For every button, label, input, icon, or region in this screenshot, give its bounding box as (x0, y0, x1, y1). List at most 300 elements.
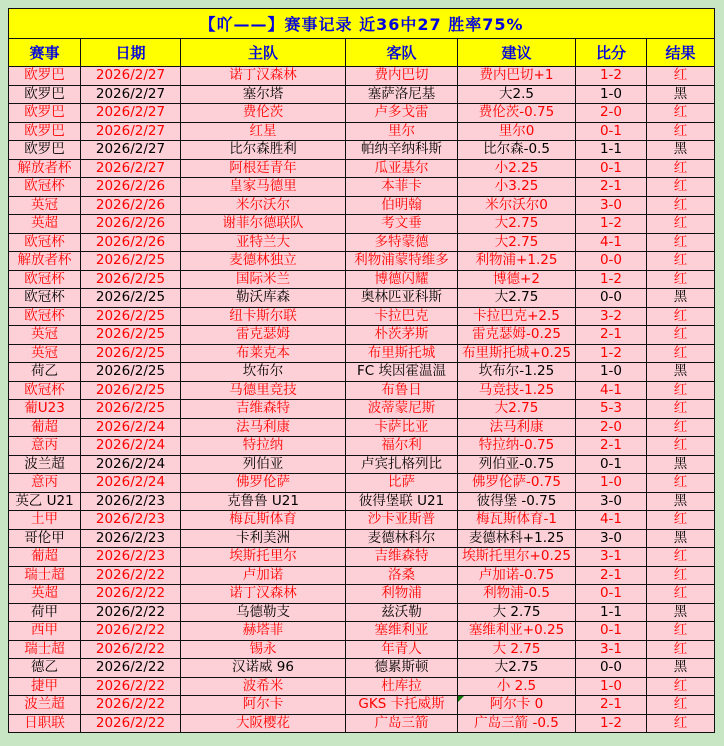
score-cell[interactable]: 0-1 (576, 159, 647, 178)
column-header-result[interactable]: 结果 (647, 39, 715, 67)
away-team-cell[interactable]: 年青人 (346, 640, 458, 659)
away-team-cell[interactable]: 瓜亚基尔 (346, 159, 458, 178)
home-team-cell[interactable]: 勒沃库森 (181, 289, 346, 308)
record-row (9, 696, 715, 715)
league-cell[interactable]: 葡U23 (9, 400, 81, 419)
date-cell[interactable]: 2026/2/24 (81, 455, 181, 474)
record-row (9, 270, 715, 289)
tip-cell[interactable]: 小 2.5 (458, 677, 576, 696)
home-team-cell[interactable]: 米尔沃尔 (181, 196, 346, 215)
date-cell[interactable]: 2026/2/25 (81, 363, 181, 382)
away-team-cell[interactable]: 本菲卡 (346, 178, 458, 197)
score-cell[interactable]: 4-1 (576, 511, 647, 530)
away-team-cell[interactable]: 考文垂 (346, 215, 458, 234)
away-team-cell[interactable]: 帕纳辛纳科斯 (346, 141, 458, 160)
date-cell[interactable]: 2026/2/25 (81, 252, 181, 271)
league-cell[interactable]: 土甲 (9, 511, 81, 530)
column-header-home[interactable]: 主队 (181, 39, 346, 67)
record-row (9, 326, 715, 345)
tip-cell[interactable]: 阿尔卡 0 (458, 696, 576, 715)
tip-cell[interactable]: 大2.75 (458, 233, 576, 252)
away-team-cell[interactable]: 沙卡亚斯普 (346, 511, 458, 530)
tip-cell[interactable]: 法马利康 (458, 418, 576, 437)
result-cell[interactable]: 红 (647, 400, 715, 419)
score-cell[interactable]: 2-0 (576, 104, 647, 123)
league-cell[interactable]: 欧冠杯 (9, 289, 81, 308)
date-cell[interactable]: 2026/2/22 (81, 696, 181, 715)
date-cell[interactable]: 2026/2/24 (81, 474, 181, 493)
result-cell[interactable]: 黑 (647, 141, 715, 160)
league-cell[interactable]: 欧罗巴 (9, 85, 81, 104)
away-team-cell[interactable]: 费内巴切 (346, 67, 458, 86)
records-body (9, 67, 715, 733)
league-cell[interactable]: 意丙 (9, 437, 81, 456)
league-cell[interactable]: 欧罗巴 (9, 122, 81, 141)
league-cell[interactable]: 英超 (9, 215, 81, 234)
date-cell[interactable]: 2026/2/22 (81, 714, 181, 733)
away-team-cell[interactable]: 吉维森特 (346, 548, 458, 567)
tip-cell[interactable]: 里尔0 (458, 122, 576, 141)
date-cell[interactable]: 2026/2/22 (81, 566, 181, 585)
record-row (9, 548, 715, 567)
column-header-league[interactable]: 赛事 (9, 39, 81, 67)
league-cell[interactable]: 波兰超 (9, 455, 81, 474)
league-cell[interactable]: 英乙 U21 (9, 492, 81, 511)
league-cell[interactable]: 瑞士超 (9, 640, 81, 659)
result-cell[interactable]: 红 (647, 122, 715, 141)
result-cell[interactable]: 黑 (647, 85, 715, 104)
date-cell[interactable]: 2026/2/27 (81, 122, 181, 141)
score-cell[interactable]: 2-1 (576, 696, 647, 715)
score-cell[interactable]: 1-1 (576, 603, 647, 622)
result-cell[interactable]: 红 (647, 511, 715, 530)
away-team-cell[interactable]: 塞萨洛尼基 (346, 85, 458, 104)
away-team-cell[interactable]: 奥林匹亚科斯 (346, 289, 458, 308)
tip-cell[interactable]: 大2.75 (458, 289, 576, 308)
away-team-cell[interactable]: 洛桑 (346, 566, 458, 585)
record-row (9, 104, 715, 123)
date-cell[interactable]: 2026/2/25 (81, 307, 181, 326)
home-team-cell[interactable]: 阿根廷青年 (181, 159, 346, 178)
score-cell[interactable]: 0-0 (576, 289, 647, 308)
result-cell[interactable]: 红 (647, 640, 715, 659)
away-team-cell[interactable]: 博德闪耀 (346, 270, 458, 289)
record-row (9, 640, 715, 659)
league-cell[interactable]: 葡超 (9, 418, 81, 437)
record-row (9, 418, 715, 437)
league-cell[interactable]: 德乙 (9, 659, 81, 678)
league-cell[interactable]: 波兰超 (9, 696, 81, 715)
league-cell[interactable]: 捷甲 (9, 677, 81, 696)
away-team-cell[interactable]: 比萨 (346, 474, 458, 493)
date-cell[interactable]: 2026/2/25 (81, 381, 181, 400)
score-cell[interactable]: 1-0 (576, 85, 647, 104)
record-row (9, 196, 715, 215)
league-cell[interactable]: 欧罗巴 (9, 67, 81, 86)
result-cell[interactable]: 红 (647, 270, 715, 289)
result-cell[interactable]: 红 (647, 418, 715, 437)
tip-cell[interactable]: 彼得堡 -0.75 (458, 492, 576, 511)
score-cell[interactable]: 3-0 (576, 529, 647, 548)
tip-cell[interactable]: 卡拉巴克+2.5 (458, 307, 576, 326)
score-cell[interactable]: 2-1 (576, 566, 647, 585)
records-table (8, 8, 715, 733)
result-cell[interactable]: 红 (647, 714, 715, 733)
tip-cell[interactable]: 塞维利亚+0.25 (458, 622, 576, 641)
record-row (9, 603, 715, 622)
away-team-cell[interactable]: 波蒂蒙尼斯 (346, 400, 458, 419)
tip-cell[interactable]: 比尔森-0.5 (458, 141, 576, 160)
home-team-cell[interactable]: 雷克瑟姆 (181, 326, 346, 345)
home-team-cell[interactable]: 塞尔塔 (181, 85, 346, 104)
tip-cell[interactable]: 卢加诺-0.75 (458, 566, 576, 585)
league-cell[interactable]: 英冠 (9, 196, 81, 215)
home-team-cell[interactable]: 特拉纳 (181, 437, 346, 456)
away-team-cell[interactable]: 利物浦 (346, 585, 458, 604)
result-cell[interactable]: 红 (647, 233, 715, 252)
league-cell[interactable]: 瑞士超 (9, 566, 81, 585)
result-cell[interactable]: 黑 (647, 603, 715, 622)
league-cell[interactable]: 欧罗巴 (9, 104, 81, 123)
score-cell[interactable]: 1-0 (576, 677, 647, 696)
date-cell[interactable]: 2026/2/22 (81, 640, 181, 659)
result-cell[interactable]: 黑 (647, 289, 715, 308)
date-cell[interactable]: 2026/2/27 (81, 141, 181, 160)
result-cell[interactable]: 红 (647, 622, 715, 641)
away-team-cell[interactable]: 卢宾扎格列比 (346, 455, 458, 474)
date-cell[interactable]: 2026/2/22 (81, 603, 181, 622)
tip-cell[interactable]: 大2.75 (458, 659, 576, 678)
record-row (9, 159, 715, 178)
date-cell[interactable]: 2026/2/24 (81, 437, 181, 456)
league-cell[interactable]: 欧冠杯 (9, 178, 81, 197)
record-row (9, 122, 715, 141)
result-cell[interactable]: 红 (647, 566, 715, 585)
home-team-cell[interactable]: 马德里竞技 (181, 381, 346, 400)
tip-cell[interactable]: 小2.25 (458, 159, 576, 178)
away-team-cell[interactable]: 广岛三箭 (346, 714, 458, 733)
home-team-cell[interactable]: 比尔森胜利 (181, 141, 346, 160)
record-row (9, 677, 715, 696)
result-cell[interactable]: 红 (647, 252, 715, 271)
result-cell[interactable]: 红 (647, 381, 715, 400)
date-cell[interactable]: 2026/2/27 (81, 85, 181, 104)
result-cell[interactable]: 红 (647, 585, 715, 604)
date-cell[interactable]: 2026/2/22 (81, 585, 181, 604)
league-cell[interactable]: 欧冠杯 (9, 307, 81, 326)
score-cell[interactable]: 1-2 (576, 714, 647, 733)
result-cell[interactable]: 黑 (647, 455, 715, 474)
league-cell[interactable]: 英超 (9, 585, 81, 604)
result-cell[interactable]: 红 (647, 196, 715, 215)
league-cell[interactable]: 英冠 (9, 344, 81, 363)
record-row (9, 585, 715, 604)
score-cell[interactable]: 4-1 (576, 381, 647, 400)
tip-cell[interactable]: 特拉纳-0.75 (458, 437, 576, 456)
away-team-cell[interactable]: 多特蒙德 (346, 233, 458, 252)
tip-cell[interactable]: 广岛三箭 -0.5 (458, 714, 576, 733)
column-header-score[interactable]: 比分 (576, 39, 647, 67)
record-row (9, 178, 715, 197)
result-cell[interactable]: 红 (647, 677, 715, 696)
result-cell[interactable]: 红 (647, 104, 715, 123)
away-team-cell[interactable]: GKS 卡托威斯 (346, 696, 458, 715)
tip-cell[interactable]: 麦德林科+1.25 (458, 529, 576, 548)
home-team-cell[interactable]: 布莱克本 (181, 344, 346, 363)
tip-cell[interactable]: 博德+2 (458, 270, 576, 289)
league-cell[interactable]: 意丙 (9, 474, 81, 493)
record-row (9, 529, 715, 548)
date-cell[interactable]: 2026/2/23 (81, 492, 181, 511)
home-team-cell[interactable]: 费伦茨 (181, 104, 346, 123)
home-team-cell[interactable]: 卢加诺 (181, 566, 346, 585)
score-cell[interactable]: 5-3 (576, 400, 647, 419)
away-team-cell[interactable]: 里尔 (346, 122, 458, 141)
result-cell[interactable]: 红 (647, 159, 715, 178)
date-cell[interactable]: 2026/2/22 (81, 622, 181, 641)
column-header-date[interactable]: 日期 (81, 39, 181, 67)
league-cell[interactable]: 哥伦甲 (9, 529, 81, 548)
result-cell[interactable]: 黑 (647, 492, 715, 511)
home-team-cell[interactable]: 谢菲尔德联队 (181, 215, 346, 234)
league-cell[interactable]: 葡超 (9, 548, 81, 567)
column-header-away[interactable]: 客队 (346, 39, 458, 67)
score-cell[interactable]: 0-1 (576, 585, 647, 604)
away-team-cell[interactable]: 布里斯托城 (346, 344, 458, 363)
away-team-cell[interactable]: 德累斯顿 (346, 659, 458, 678)
result-cell[interactable]: 红 (647, 344, 715, 363)
score-cell[interactable]: 3-0 (576, 492, 647, 511)
result-cell[interactable]: 红 (647, 326, 715, 345)
score-cell[interactable]: 1-1 (576, 141, 647, 160)
tip-cell[interactable]: 小3.25 (458, 178, 576, 197)
result-cell[interactable]: 黑 (647, 529, 715, 548)
home-team-cell[interactable]: 列伯亚 (181, 455, 346, 474)
date-cell[interactable]: 2026/2/26 (81, 215, 181, 234)
record-row (9, 622, 715, 641)
result-cell[interactable]: 红 (647, 696, 715, 715)
tip-cell[interactable]: 利物浦+1.25 (458, 252, 576, 271)
date-cell[interactable]: 2026/2/25 (81, 270, 181, 289)
away-team-cell[interactable]: 卡拉巴克 (346, 307, 458, 326)
date-cell[interactable]: 2026/2/25 (81, 400, 181, 419)
home-team-cell[interactable]: 坎布尔 (181, 363, 346, 382)
record-row (9, 714, 715, 733)
date-cell[interactable]: 2026/2/24 (81, 418, 181, 437)
score-cell[interactable]: 2-1 (576, 326, 647, 345)
score-cell[interactable]: 2-1 (576, 178, 647, 197)
home-team-cell[interactable]: 汉诺威 96 (181, 659, 346, 678)
away-team-cell[interactable]: 福尔利 (346, 437, 458, 456)
record-row (9, 511, 715, 530)
home-team-cell[interactable]: 麦德林独立 (181, 252, 346, 271)
tip-cell[interactable]: 大 2.75 (458, 640, 576, 659)
home-team-cell[interactable]: 大阪樱花 (181, 714, 346, 733)
result-cell[interactable]: 黑 (647, 363, 715, 382)
home-team-cell[interactable]: 法马利康 (181, 418, 346, 437)
league-cell[interactable]: 欧冠杯 (9, 233, 81, 252)
date-cell[interactable]: 2026/2/22 (81, 659, 181, 678)
away-team-cell[interactable]: 利物浦蒙特维多 (346, 252, 458, 271)
date-cell[interactable]: 2026/2/26 (81, 196, 181, 215)
score-cell[interactable]: 3-1 (576, 548, 647, 567)
date-cell[interactable]: 2026/2/25 (81, 344, 181, 363)
home-team-cell[interactable]: 吉维森特 (181, 400, 346, 419)
date-cell[interactable]: 2026/2/27 (81, 67, 181, 86)
record-row (9, 289, 715, 308)
home-team-cell[interactable]: 红星 (181, 122, 346, 141)
home-team-cell[interactable]: 波希米 (181, 677, 346, 696)
score-cell[interactable]: 0-1 (576, 455, 647, 474)
score-cell[interactable]: 1-2 (576, 270, 647, 289)
score-cell[interactable]: 0-1 (576, 622, 647, 641)
score-cell[interactable]: 2-0 (576, 418, 647, 437)
tip-cell[interactable]: 布里斯托城+0.25 (458, 344, 576, 363)
tip-cell[interactable]: 大2.75 (458, 400, 576, 419)
record-row (9, 400, 715, 419)
league-cell[interactable]: 日职联 (9, 714, 81, 733)
home-team-cell[interactable]: 锡永 (181, 640, 346, 659)
score-cell[interactable]: 1-2 (576, 344, 647, 363)
away-team-cell[interactable]: 塞维利亚 (346, 622, 458, 641)
tip-cell[interactable]: 利物浦-0.5 (458, 585, 576, 604)
tip-cell[interactable]: 雷克瑟姆-0.25 (458, 326, 576, 345)
date-cell[interactable]: 2026/2/26 (81, 233, 181, 252)
score-cell[interactable]: 1-0 (576, 363, 647, 382)
league-cell[interactable]: 荷乙 (9, 363, 81, 382)
away-team-cell[interactable]: 卢多戈雷 (346, 104, 458, 123)
tip-cell[interactable]: 埃斯托里尔+0.25 (458, 548, 576, 567)
away-team-cell[interactable]: 伯明翰 (346, 196, 458, 215)
date-cell[interactable]: 2026/2/27 (81, 104, 181, 123)
score-cell[interactable]: 0-1 (576, 122, 647, 141)
record-row (9, 307, 715, 326)
home-team-cell[interactable]: 卡利美洲 (181, 529, 346, 548)
result-cell[interactable]: 红 (647, 215, 715, 234)
home-team-cell[interactable]: 国际米兰 (181, 270, 346, 289)
score-cell[interactable]: 1-2 (576, 67, 647, 86)
date-cell[interactable]: 2026/2/23 (81, 529, 181, 548)
date-cell[interactable]: 2026/2/23 (81, 548, 181, 567)
tip-cell[interactable]: 费伦茨-0.75 (458, 104, 576, 123)
record-row (9, 381, 715, 400)
away-team-cell[interactable]: 朴茨茅斯 (346, 326, 458, 345)
league-cell[interactable]: 欧冠杯 (9, 381, 81, 400)
record-row (9, 85, 715, 104)
record-row (9, 215, 715, 234)
away-team-cell[interactable]: 兹沃勒 (346, 603, 458, 622)
league-cell[interactable]: 解放者杯 (9, 159, 81, 178)
result-cell[interactable]: 红 (647, 548, 715, 567)
score-cell[interactable]: 1-2 (576, 215, 647, 234)
record-row (9, 363, 715, 382)
column-header-row (9, 39, 715, 67)
record-row (9, 437, 715, 456)
tip-cell[interactable]: 大2.5 (458, 85, 576, 104)
record-row (9, 474, 715, 493)
comment-marker-icon (458, 696, 464, 702)
date-cell[interactable]: 2026/2/22 (81, 677, 181, 696)
league-cell[interactable]: 荷甲 (9, 603, 81, 622)
tip-cell[interactable]: 大2.75 (458, 215, 576, 234)
tip-cell[interactable]: 梅瓦斯体育-1 (458, 511, 576, 530)
date-cell[interactable]: 2026/2/25 (81, 289, 181, 308)
title-row (9, 9, 715, 39)
column-header-tip[interactable]: 建议 (458, 39, 576, 67)
league-cell[interactable]: 西甲 (9, 622, 81, 641)
record-row (9, 344, 715, 363)
home-team-cell[interactable]: 诺丁汉森林 (181, 585, 346, 604)
home-team-cell[interactable]: 纽卡斯尔联 (181, 307, 346, 326)
result-cell[interactable]: 红 (647, 437, 715, 456)
away-team-cell[interactable]: 卡萨比亚 (346, 418, 458, 437)
tip-cell[interactable]: 费内巴切+1 (458, 67, 576, 86)
home-team-cell[interactable]: 阿尔卡 (181, 696, 346, 715)
tip-cell[interactable]: 坎布尔-1.25 (458, 363, 576, 382)
score-cell[interactable]: 3-1 (576, 640, 647, 659)
result-cell[interactable]: 红 (647, 67, 715, 86)
home-team-cell[interactable]: 克鲁鲁 U21 (181, 492, 346, 511)
home-team-cell[interactable]: 皇家马德里 (181, 178, 346, 197)
score-cell[interactable]: 4-1 (576, 233, 647, 252)
result-cell[interactable]: 红 (647, 307, 715, 326)
home-team-cell[interactable]: 埃斯托里尔 (181, 548, 346, 567)
home-team-cell[interactable]: 亚特兰大 (181, 233, 346, 252)
score-cell[interactable]: 3-2 (576, 307, 647, 326)
home-team-cell[interactable]: 诺丁汉森林 (181, 67, 346, 86)
date-cell[interactable]: 2026/2/27 (81, 159, 181, 178)
home-team-cell[interactable]: 乌德勒支 (181, 603, 346, 622)
result-cell[interactable]: 红 (647, 178, 715, 197)
record-row (9, 252, 715, 271)
home-team-cell[interactable]: 梅瓦斯体育 (181, 511, 346, 530)
result-cell[interactable]: 黑 (647, 659, 715, 678)
page-title[interactable]: 【吖——】赛事记录 近36中27 胜率75% (9, 9, 715, 39)
score-cell[interactable]: 0-0 (576, 659, 647, 678)
tip-cell[interactable]: 马竞技-1.25 (458, 381, 576, 400)
home-team-cell[interactable]: 佛罗伦萨 (181, 474, 346, 493)
away-team-cell[interactable]: 杜库拉 (346, 677, 458, 696)
score-cell[interactable]: 2-1 (576, 437, 647, 456)
record-row (9, 67, 715, 86)
league-cell[interactable]: 欧冠杯 (9, 270, 81, 289)
record-row (9, 566, 715, 585)
away-team-cell[interactable]: 麦德林科尔 (346, 529, 458, 548)
tip-cell[interactable]: 大 2.75 (458, 603, 576, 622)
record-row (9, 233, 715, 252)
record-row (9, 492, 715, 511)
tip-cell[interactable]: 列伯亚-0.75 (458, 455, 576, 474)
score-cell[interactable]: 0-0 (576, 252, 647, 271)
record-row (9, 455, 715, 474)
date-cell[interactable]: 2026/2/26 (81, 178, 181, 197)
away-team-cell[interactable]: FC 埃因霍温温 (346, 363, 458, 382)
date-cell[interactable]: 2026/2/23 (81, 511, 181, 530)
date-cell[interactable]: 2026/2/25 (81, 326, 181, 345)
score-cell[interactable]: 3-0 (576, 196, 647, 215)
record-row (9, 659, 715, 678)
league-cell[interactable]: 解放者杯 (9, 252, 81, 271)
league-cell[interactable]: 英冠 (9, 326, 81, 345)
league-cell[interactable]: 欧罗巴 (9, 141, 81, 160)
tip-cell[interactable]: 佛罗伦萨-0.75 (458, 474, 576, 493)
tip-cell[interactable]: 米尔沃尔0 (458, 196, 576, 215)
home-team-cell[interactable]: 赫塔菲 (181, 622, 346, 641)
result-cell[interactable]: 红 (647, 474, 715, 493)
away-team-cell[interactable]: 彼得堡联 U21 (346, 492, 458, 511)
score-cell[interactable]: 1-0 (576, 474, 647, 493)
away-team-cell[interactable]: 布鲁日 (346, 381, 458, 400)
